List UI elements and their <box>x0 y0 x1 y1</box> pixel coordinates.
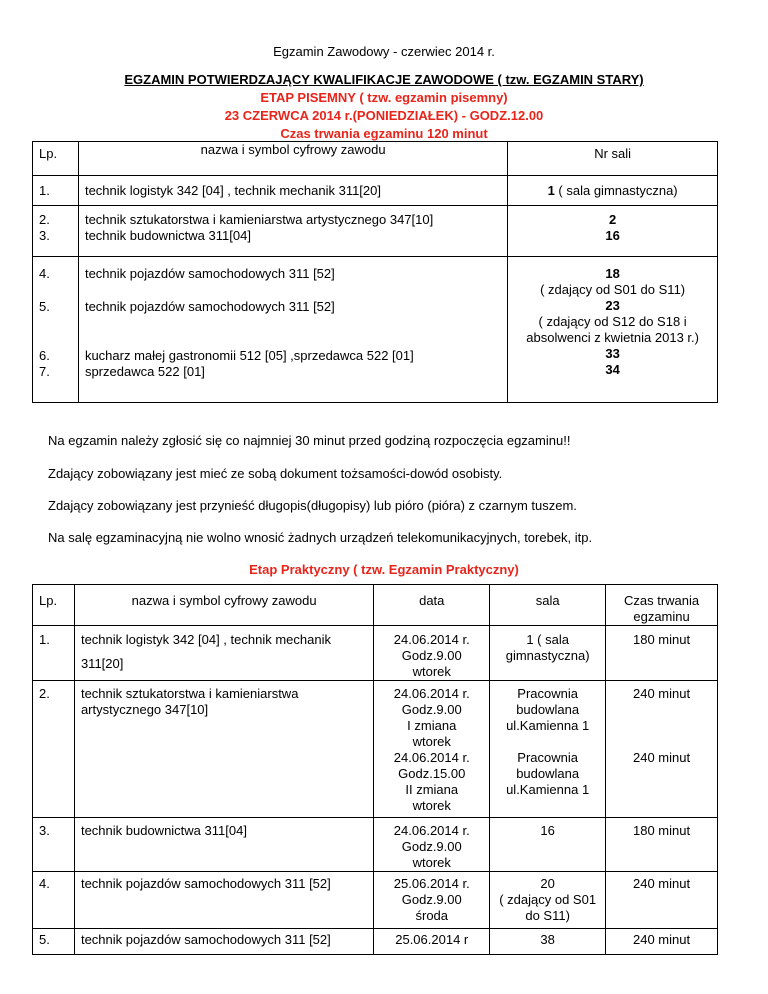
col-name: nazwa i symbol cyfrowy zawodu <box>78 142 507 176</box>
section1-stage: ETAP PISEMNY ( tzw. egzamin pisemny) <box>260 90 508 105</box>
table-header-row: Lp. nazwa i symbol cyfrowy zawodu data sala Czas trwania egzaminu <box>33 585 718 626</box>
room-cell: 1 ( sala gimnastyczna) <box>508 176 718 206</box>
note-devices: Na salę egzaminacyjną nie wolno wnosić żadnych urządzeń telekomunikacyjnych, torebek, itp. <box>48 530 593 545</box>
table-row: 4. 5. 6. 7. technik pojazdów samochodowych 311 [52] technik pojazdów samochodowych 311 [52] kucharz małej gastronomii 512 [05] ,sprzedawca 522 [01] sprzedawca 522 [01] 18 ( zdający od S01 do S11) 23 ( zdający od S12 do S18 i absolwenci z kwietnia 2013 r.) 33 34 <box>33 257 718 403</box>
col-lp: Lp. <box>33 142 79 176</box>
table-row: 2. 3. technik sztukatorstwa i kamieniarstwa artystycznego 347[10] technik budownictwa 311[04] 2 16 <box>33 206 718 257</box>
page-header: Egzamin Zawodowy - czerwiec 2014 r. <box>273 44 495 59</box>
section1-date: 23 CZERWCA 2014 r.(PONIEDZIAŁEK) - GODZ.12.00 <box>224 108 544 123</box>
practical-exam-table <box>32 584 718 955</box>
note-pen: Zdający zobowiązany jest przynieść długopis(długopisy) lub pióro (pióra) z czarnym tuszem. <box>48 498 577 513</box>
table-row: 1. technik logistyk 342 [04] , technik mechanik 311[20] 24.06.2014 r. Godz.9.00 wtorek 1 ( sala gimnastyczna) 180 minut <box>33 626 718 681</box>
section2-title: Etap Praktyczny ( tzw. Egzamin Praktyczny) <box>249 562 519 577</box>
table-row: 5. technik pojazdów samochodowych 311 [52] 25.06.2014 r 38 240 minut <box>33 929 718 955</box>
table-row: 2. technik sztukatorstwa i kamieniarstwa artystycznego 347[10] 24.06.2014 r. Godz.9.00 I zmiana wtorek 24.06.2014 r. Godz.15.00 II zmiana wtorek Pracownia budowlana ul.Kamienna 1 Pracownia budowlana ul.Kamienna 1 240 minut 240 minut <box>33 681 718 818</box>
table-row: 1. technik logistyk 342 [04] , technik mechanik 311[20] 1 ( sala gimnastyczna) <box>33 176 718 206</box>
note-arrival: Na egzamin należy zgłosić się co najmniej 30 minut przed godziną rozpoczęcia egzaminu!! <box>48 433 571 448</box>
table-row: 4. technik pojazdów samochodowych 311 [52] 25.06.2014 r. Godz.9.00 środa 20 ( zdający od S01 do S11) 240 minut <box>33 872 718 929</box>
section1-title: EGZAMIN POTWIERDZAJĄCY KWALIFIKACJE ZAWODOWE ( tzw. EGZAMIN STARY) <box>124 72 644 87</box>
table-header-row <box>33 142 718 176</box>
table-row: 3. technik budownictwa 311[04] 24.06.2014 r. Godz.9.00 wtorek 16 180 minut <box>33 818 718 872</box>
section1-duration: Czas trwania egzaminu 120 minut <box>280 126 488 141</box>
note-id: Zdający zobowiązany jest mieć ze sobą dokument tożsamości-dowód osobisty. <box>48 466 503 481</box>
col-room: Nr sali <box>508 142 718 176</box>
written-exam-table <box>32 141 718 403</box>
